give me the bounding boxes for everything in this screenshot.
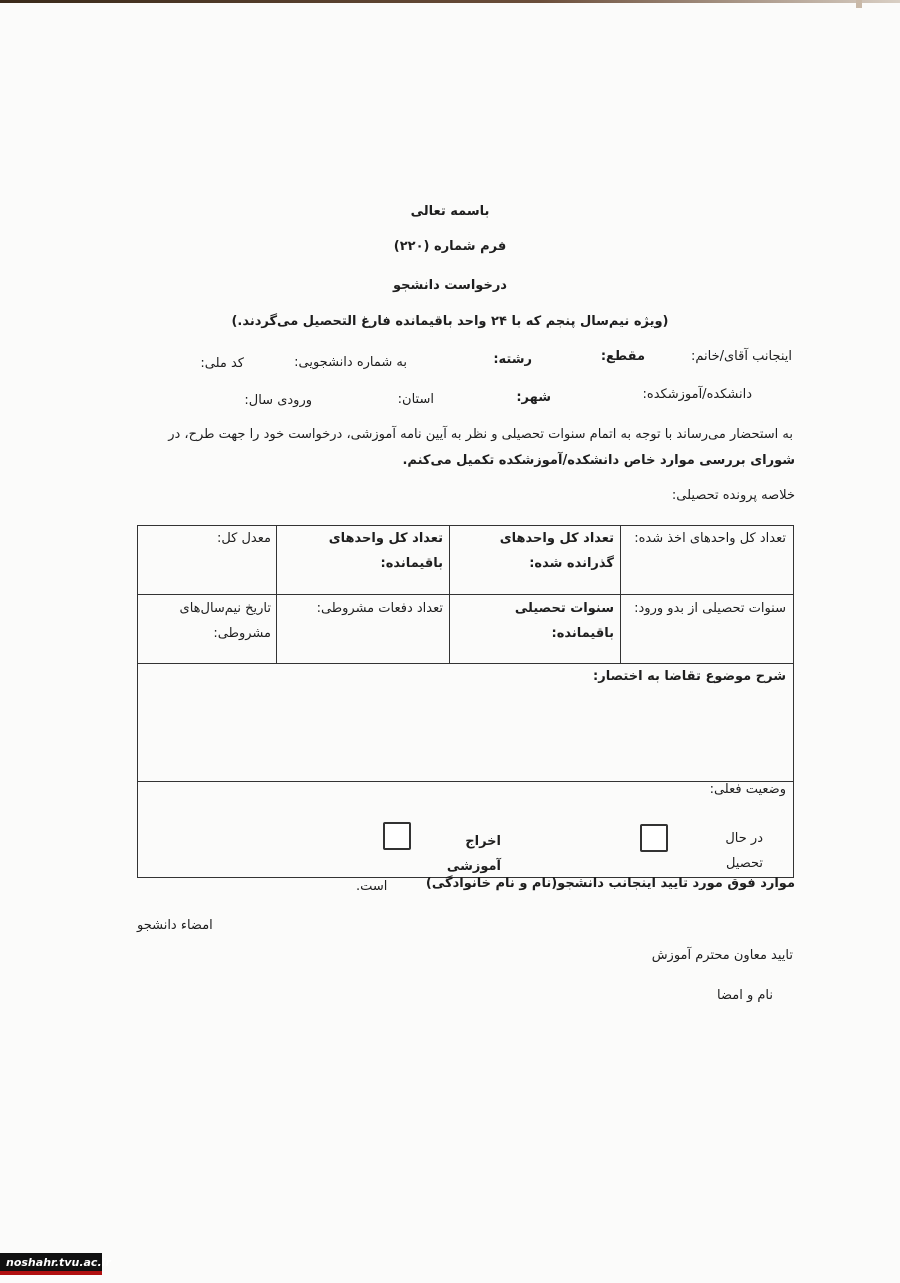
- probation-count[interactable]: تعداد دفعات مشروطی:: [316, 601, 443, 616]
- form-subtitle: (ویژه نیم‌سال پنجم که با ۲۴ واحد باقیمانده فارغ التحصیل می‌گردند.): [231, 314, 669, 329]
- student-number-field[interactable]: به شماره دانشجویی:: [294, 355, 407, 370]
- entry-year-field[interactable]: ورودی سال:: [244, 393, 312, 408]
- body-line-2: شورای بررسی موارد خاص دانشکده/آموزشکده تکمیل می‌کنم.: [402, 453, 795, 468]
- site-watermark: [0, 1253, 111, 1275]
- national-code-field[interactable]: کد ملی:: [200, 356, 244, 371]
- table-row-divider: [138, 594, 793, 595]
- level-field[interactable]: مقطع:: [600, 349, 645, 364]
- table-col-divider: [620, 526, 621, 663]
- deputy-approval: تایید معاون محترم آموزش: [651, 948, 793, 963]
- major-field[interactable]: رشته:: [493, 352, 532, 367]
- form-number: فرم شماره (۲۲۰): [393, 239, 507, 254]
- site-url: noshahr.tvu.ac.ir: [6, 1256, 111, 1269]
- confirmation-end: است.: [356, 879, 388, 894]
- probation-semesters[interactable]: تاریخ نیم‌سال‌های مشروطی:: [179, 601, 271, 641]
- scan-mark: [856, 0, 862, 8]
- watermark-red-bar: [0, 1271, 102, 1275]
- status-enrolled-label: در حال تحصیل: [725, 831, 763, 871]
- current-status-label: وضعیت فعلی:: [709, 782, 786, 797]
- invocation: باسمه تعالی: [410, 204, 490, 219]
- scan-top-edge: [0, 0, 900, 3]
- province-field[interactable]: استان:: [397, 392, 434, 407]
- status-dismissed-label: اخراج آموزشی: [446, 834, 501, 874]
- city-field[interactable]: شهر:: [516, 390, 551, 405]
- years-since-entry[interactable]: سنوات تحصیلی از بدو ورود:: [634, 601, 786, 616]
- faculty-field[interactable]: دانشکده/آموزشکده:: [642, 387, 752, 402]
- total-units-remaining[interactable]: تعداد کل واحدهای باقیمانده:: [328, 531, 443, 571]
- summary-label: خلاصه پرونده تحصیلی:: [671, 488, 795, 503]
- status-enrolled-checkbox[interactable]: [640, 824, 668, 852]
- confirmation-line: موارد فوق مورد تایید اینجانب دانشجو(نام و نام خانوادگی): [425, 876, 795, 891]
- total-units-passed[interactable]: تعداد کل واحدهای گذرانده شده:: [499, 531, 614, 571]
- name-signature[interactable]: نام و امضا: [717, 988, 773, 1003]
- status-dismissed-checkbox[interactable]: [383, 822, 411, 850]
- form-title: درخواست دانشجو: [393, 278, 507, 293]
- academic-summary-table: [137, 525, 794, 878]
- table-col-divider: [276, 526, 277, 663]
- table-col-divider: [449, 526, 450, 663]
- applicant-field[interactable]: اینجانب آقای/خانم:: [690, 349, 792, 364]
- gpa[interactable]: معدل کل:: [216, 531, 271, 546]
- request-description[interactable]: شرح موضوع تقاضا به اختصار:: [593, 669, 786, 684]
- student-signature[interactable]: امضاء دانشجو: [137, 918, 213, 933]
- remaining-years[interactable]: سنوات تحصیلی باقیمانده:: [514, 601, 614, 641]
- body-line-1: به استحضار می‌رساند با توجه به اتمام سنوات تحصیلی و نظر به آیین نامه آموزشی، درخواست خود را جهت طرح، در: [168, 427, 793, 442]
- total-units-taken[interactable]: تعداد کل واحدهای اخذ شده:: [634, 531, 786, 546]
